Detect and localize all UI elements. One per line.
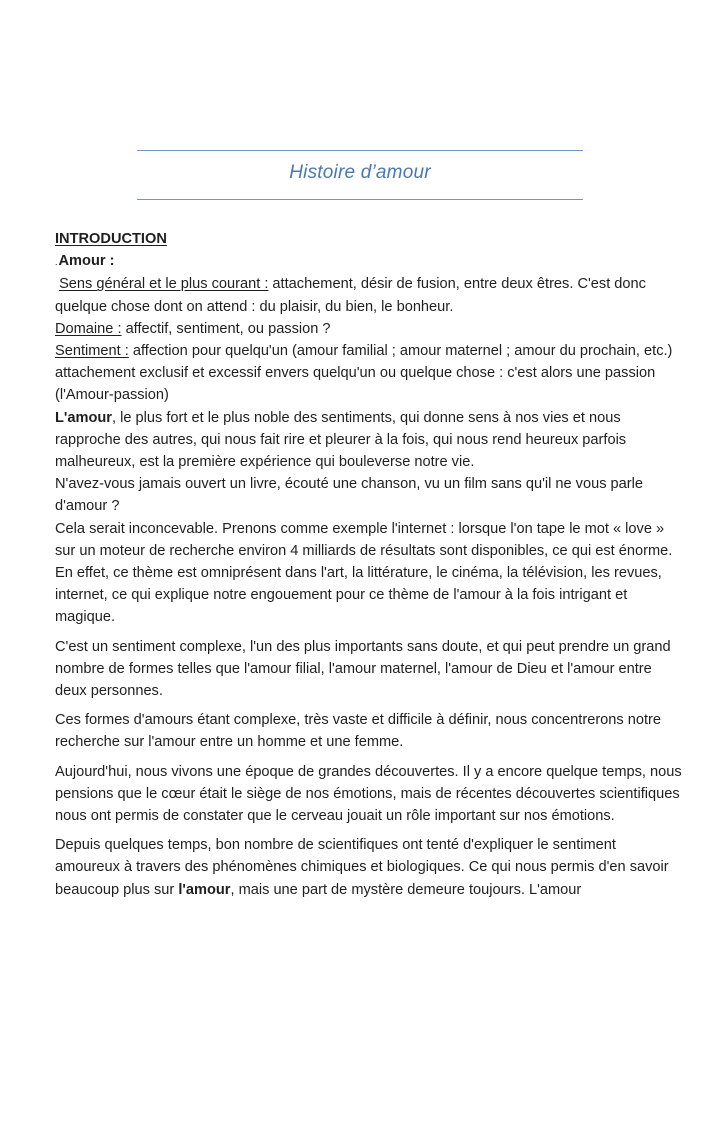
sentiment-label: Sentiment : (55, 343, 129, 360)
sens-text: attachement, désir de fusion, entre deux êtres. C'est donc quelque chose dont on attend : du plaisir, du bien, le bonheur. (55, 276, 646, 315)
complexe-paragraph: C'est un sentiment complexe, l'un des plus importants sans doute, et qui peut prendre un grand nombre de formes telles que l'amour filial, l'amour maternel, l'amour de Dieu et l'amour entre deux personnes. (55, 638, 671, 700)
bullet-mark: . (55, 257, 58, 268)
inconcevable-paragraph: Cela serait inconcevable. Prenons comme exemple l'internet : lorsque l'on tape le mot « love » sur un moteur de recherche environ 4 milliards de résultats sont disponibles, ce qui est énorme. En effet, ce thème est omniprésent dans l'art, la littérature, le cinéma, la télévision, les revues, internet, ce qui explique notre engouement pour ce thème de l'amour à la fois intrigant et magique. (55, 520, 673, 626)
title-rule-top (137, 150, 583, 151)
amour-label: Amour : (58, 253, 115, 270)
formes-paragraph: Ces formes d'amours étant complexe, très vaste et difficile à définir, nous concentrerons notre recherche sur l'amour entre un homme et une femme. (55, 712, 662, 751)
sens-label: Sens général et le plus courant : (59, 276, 269, 293)
sens-paragraph (55, 273, 683, 317)
depuis-bold: l'amour (178, 881, 231, 898)
lamour-bold: L'amour (55, 409, 112, 426)
domaine-paragraph (55, 318, 683, 340)
depuis-end: , mais une part de mystère demeure toujours. L'amour (230, 881, 582, 898)
title-rule-bottom (137, 199, 583, 200)
decouvertes-paragraph: Aujourd'hui, nous vivons une époque de grandes découvertes. Il y a encore quelque temps, nous pensions que le cœur était le siège de nos émotions, mais de récentes découvertes scientifiques nous ont permis de constater que le cerveau jouait un rôle important sur nos émotions. (55, 763, 682, 825)
lamour-paragraph (55, 407, 683, 474)
question-paragraph: N'avez-vous jamais ouvert un livre, écouté une chanson, vu un film sans qu'il ne vous parle d'amour ? (55, 476, 644, 515)
document-title: Histoire d’amour (289, 162, 431, 183)
introduction-heading-text: INTRODUCTION (55, 231, 167, 247)
lamour-text: , le plus fort et le plus noble des sentiments, qui donne sens à nos vies et nous rapproche des autres, qui nous fait rire et pleurer à la fois, qui nous rend heureux parfois malheureux, est la première expérience qui bouleverse notre vie. (55, 409, 627, 471)
depuis-paragraph (55, 834, 683, 901)
sentiment-paragraph (55, 340, 683, 407)
depuis-start: Depuis quelques temps, bon nombre de scientifiques ont tenté d'expliquer le sentiment amoureux à travers des phénomènes chimiques et biologiques. Ce qui nous permis d'en savoir beaucoup plus sur (55, 837, 669, 898)
introduction-heading (55, 228, 683, 250)
amour-line (55, 250, 683, 273)
domaine-label: Domaine : (55, 320, 122, 337)
domaine-text: affectif, sentiment, ou passion ? (121, 320, 331, 337)
document-body (55, 228, 683, 901)
sentiment-text: affection pour quelqu'un (amour familial ; amour maternel ; amour du prochain, etc.) attachement exclusif et excessif envers quelqu'un ou quelque chose : c'est alors une passion (l'Amour-passion) (55, 343, 673, 404)
